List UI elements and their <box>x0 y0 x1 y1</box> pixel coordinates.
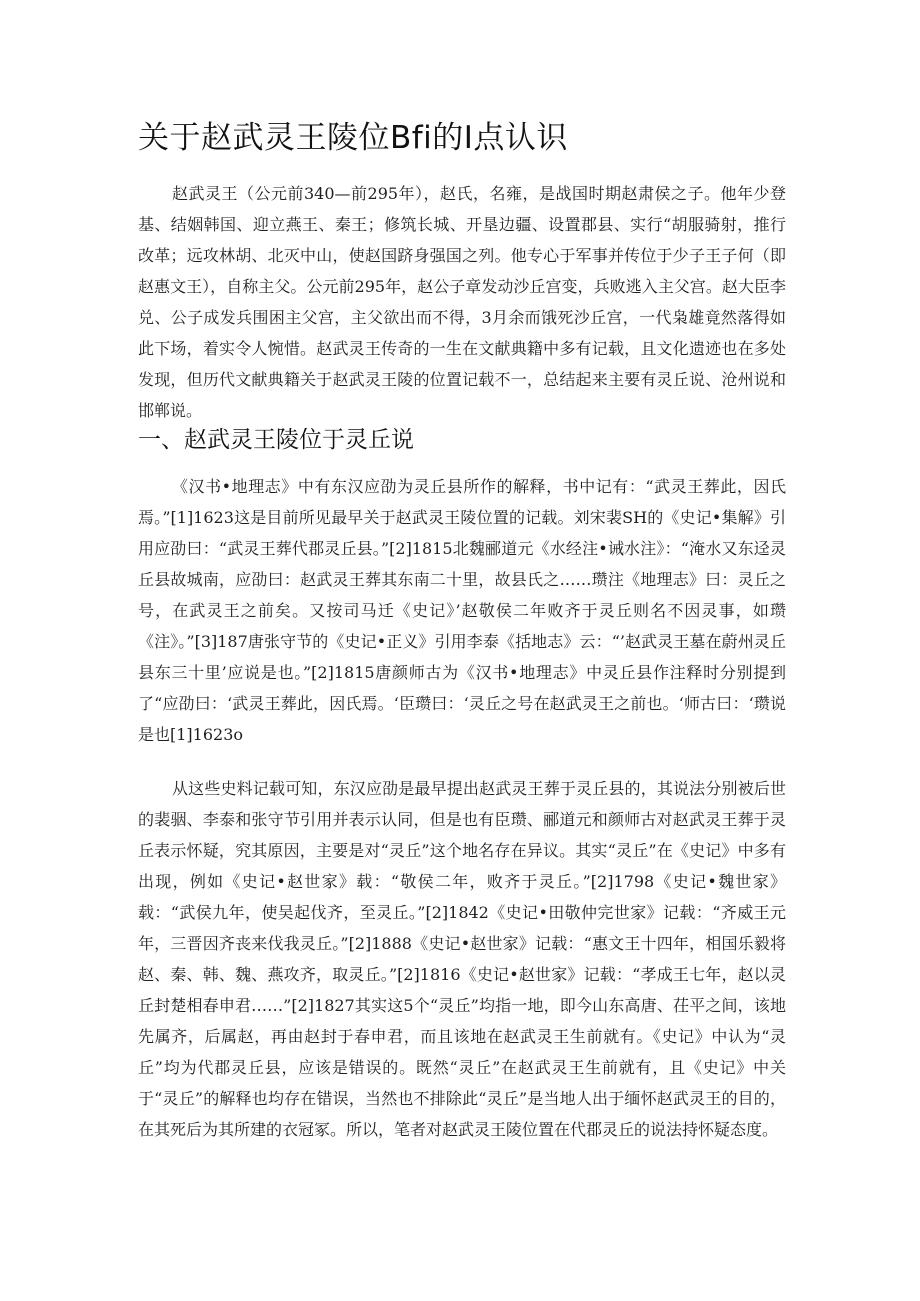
section-heading: 一、赵武灵王陵位于灵丘说 <box>138 427 414 453</box>
body-paragraph: 从这些史料记载可知，东汉应劭是最早提出赵武灵王葬于灵丘县的，其说法分别被后世的裴骃、李泰和张守节引用并表示认同，但是也有臣瓒、郦道元和颜师古对赵武灵王葬于灵丘表示怀疑，究其原因，主要是对“灵丘”这个地名存在异议。其实“灵丘”在《史记》中多有出现，例如《史记•赵世家》载：“敬侯二年，败齐于灵丘。”[2]1798《史记•魏世家》载：“武侯九年，使吴起伐齐，至灵丘。”[2]1842《史记•田敬仲完世家》记载：“齐威王元年，三晋因齐丧来伐我灵丘。”[2]1888《史记•赵世家》记载：“惠文王十四年，相国乐毅将赵、秦、韩、魏、燕攻齐，取灵丘。”[2]1816《史记•赵世家》记载：“孝成王七年，赵以灵丘封楚相春申君……”[2]1827其实这5个“灵丘”均指一地，即今山东高唐、茌平之间，该地先属齐，后属赵，再由赵封于春申君，而且该地在赵武灵王生前就有。《史记》中认为“灵丘”均为代郡灵丘县，应该是错误的。既然“灵丘”在赵武灵王生前就有，且《史记》中关于“灵丘”的解释也均存在错误，当然也不排除此“灵丘”是当地人出于缅怀赵武灵王的目的，在其死后为其所建的衣冠冢。所以，笔者对赵武灵王陵位置在代郡灵丘的说法持怀疑态度。 <box>138 779 786 1139</box>
document-title: 关于赵武灵王陵位Bfi的I点认识 <box>138 120 568 156</box>
intro-paragraph: 赵武灵王（公元前340—前295年），赵氏，名雍，是战国时期赵肃侯之子。他年少登基、结姻韩国、迎立燕王、秦王；修筑长城、开垦边疆、设置郡县、实行“胡服骑射，推行改革；远攻林胡、北灭中山，使赵国跻身强国之列。他专心于军事并传位于少子王子何（即赵惠文王），自称主父。公元前295年，赵公子章发动沙丘宫变，兵败逃入主父宫。赵大臣李兑、公子成发兵围困主父宫，主父欲出而不得，3月余而饿死沙丘宫，一代枭雄竟然落得如此下场，着实令人惋惜。赵武灵王传奇的一生在文献典籍中多有记载，且文化遗迹也在多处发现，但历代文献典籍关于赵武灵王陵的位置记载不一，总结起来主要有灵丘说、沧州说和邯郸说。 <box>138 184 786 420</box>
body-paragraph: 《汉书•地理志》中有东汉应劭为灵丘县所作的解释，书中记有：“武灵王葬此，因氏焉。”[1]1623这是目前所见最早关于赵武灵王陵位置的记载。刘宋裴SH的《史记•集解》引用应劭曰：“武灵王葬代郡灵丘县。”[2]1815北魏郦道元《水经注•诫水注》：“淹水又东迳灵丘县故城南，应劭曰：赵武灵王葬其东南二十里，故县氏之……瓒注《地理志》曰：灵丘之号，在武灵王之前矣。又按司马迁《史记》’赵敬侯二年败齐于灵丘则名不因灵事，如瓒《注》。”[3]187唐张守节的《史记•正义》引用李泰《括地志》云：“’赵武灵王墓在蔚州灵丘县东三十里’应说是也。”[2]1815唐颜师古为《汉书•地理志》中灵丘县作注释时分别提到了“应劭曰：‘武灵王葬此，因氏焉。‘臣瓒曰：‘灵丘之号在赵武灵王之前也。‘师古曰：‘瓒说是也[1]1623o <box>138 477 786 744</box>
